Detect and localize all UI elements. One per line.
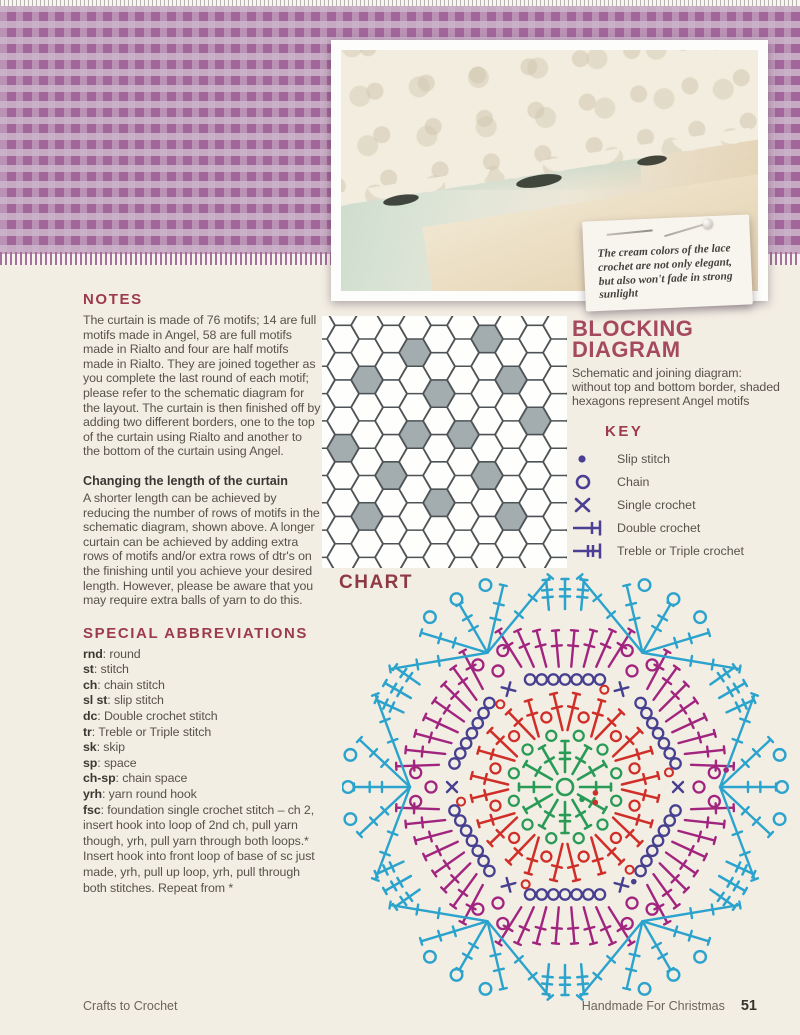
fabric-fringe-top xyxy=(0,0,800,6)
abbreviation-item: sk: skip xyxy=(83,740,125,755)
abbreviation-item: dc: Double crochet stitch xyxy=(83,709,218,724)
key-label: Single crochet xyxy=(617,497,696,512)
footer-chapter-title: Handmade For Christmas xyxy=(581,999,725,1013)
abbreviation-item: rnd: round xyxy=(83,646,141,661)
key-label: Slip stitch xyxy=(617,451,671,466)
key-label: Treble or Triple crochet xyxy=(617,543,744,558)
treble-crochet-icon xyxy=(572,541,608,561)
notes-subheading: Changing the length of the curtain xyxy=(83,473,288,488)
footer-right xyxy=(582,998,757,1014)
abbreviation-item: st: stitch xyxy=(83,662,129,677)
blocking-description: Schematic and joining diagram: without top and bottom border, shaded hexagons represent Angel motifs xyxy=(572,366,780,408)
key-row xyxy=(572,495,780,515)
chart-heading: CHART xyxy=(339,572,413,593)
abbreviation-item: sl st: slip stitch xyxy=(83,693,164,708)
chain-icon xyxy=(572,472,608,492)
abbreviation-item: sp: space xyxy=(83,755,137,770)
key-label: Chain xyxy=(617,474,650,489)
slip-stitch-icon xyxy=(572,449,608,469)
key-row xyxy=(572,472,780,492)
abbreviations-list xyxy=(83,647,321,897)
abbreviation-item: ch: chain stitch xyxy=(83,677,165,692)
abbreviation-item: ch-sp: chain space xyxy=(83,771,188,786)
footer-book-title: Crafts to Crochet xyxy=(83,999,178,1013)
blocking-diagram-hexgrid xyxy=(322,316,567,568)
key-row xyxy=(572,518,780,538)
stitch-key-list xyxy=(572,449,780,561)
single-crochet-icon xyxy=(572,495,608,515)
key-heading: KEY xyxy=(605,422,644,440)
notes-heading: NOTES xyxy=(83,291,143,308)
blocking-diagram-heading: BLOCKING DIAGRAM xyxy=(572,316,694,362)
page-number: 51 xyxy=(740,998,757,1014)
abbreviation-item: tr: Treble or Triple stitch xyxy=(83,724,212,739)
notes-body2: A shorter length can be achieved by reducing the number of rows of motifs in the schematic diagram, shown above. A longer curtain can be achieved by adding extra rows of motifs and/or extra rows of dtr's on the finishing until you achieve your desired length. However, please be aware that you may require extra balls of yarn to do this. xyxy=(83,490,320,608)
double-crochet-icon xyxy=(572,518,608,538)
crochet-motif-chart xyxy=(342,566,790,1006)
notes-body: The curtain is made of 76 motifs; 14 are full motifs made in Angel, 58 are full motifs made in Rialto and four are half motifs made in Rialto. They are joined together as you complete the last round of each motif; please refer to the schematic diagram for the layout. The curtain is then finished off by adding two different borders, one to the top of the curtain using Rialto and another to the bottom of the curtain using Angel. xyxy=(83,313,321,459)
key-label: Double crochet xyxy=(617,520,701,535)
blocking-column xyxy=(572,318,780,564)
key-row xyxy=(572,449,780,469)
abbreviation-item: fsc: foundation single crochet stitch – ch 2, insert hook into loop of 2nd ch, pull yarn though, yrh, pull yarn through both loops.* Insert hook into front loop of base of sc just made, yrh, pull up loop, yrh, pull through both stitches. Repeat from * xyxy=(83,802,315,895)
abbreviation-item: yrh: yarn round hook xyxy=(83,787,197,802)
key-row xyxy=(572,541,780,561)
abbreviations-heading: SPECIAL ABBREVIATIONS xyxy=(83,624,309,642)
caption-notecard xyxy=(582,214,753,311)
notecard-caption: The cream colors of the lace crochet are not only elegant, but also won't fade in strong sunlight xyxy=(597,242,733,302)
notes-column xyxy=(83,291,321,896)
